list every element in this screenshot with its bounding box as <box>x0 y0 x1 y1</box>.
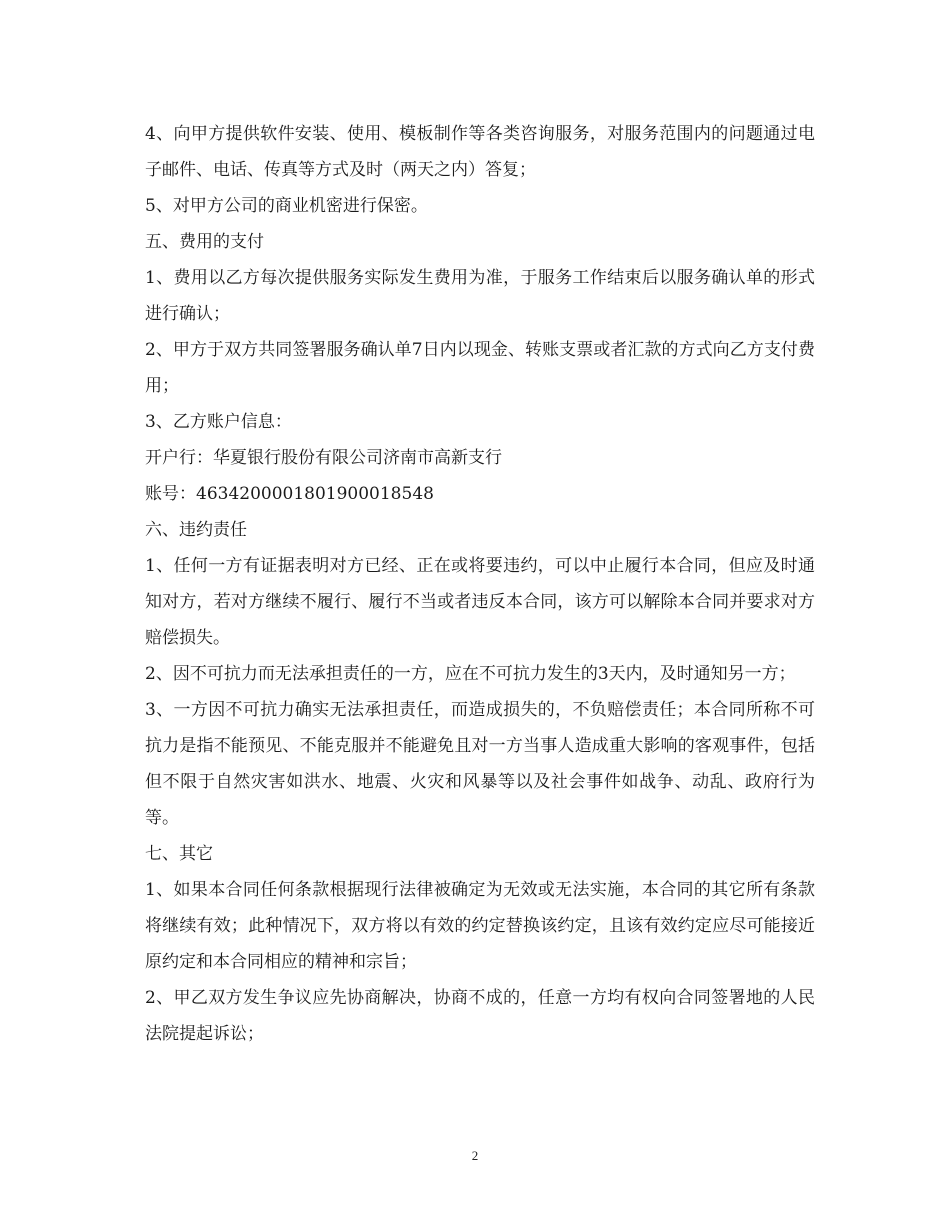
paragraph-payment-3: 3、乙方账户信息： <box>145 412 292 432</box>
paragraph-other-2: 2、甲乙双方发生争议应先协商解决，协商不成的，任意一方均有权向合同签署地的人民法院提起诉讼； <box>145 988 815 1044</box>
paragraph-payment-1: 1、费用以乙方每次提供服务实际发生费用为准，于服务工作结束后以服务确认单的形式进行确认； <box>145 268 815 324</box>
paragraph-payment-2: 2、甲方于双方共同签署服务确认单7日内以现金、转账支票或者汇款的方式向乙方支付费用； <box>145 340 815 396</box>
page-number: 2 <box>471 1148 479 1163</box>
bank-name-line: 开户行：华夏银行股份有限公司济南市高新支行 <box>145 448 502 468</box>
paragraph-liability-2: 2、因不可抗力而无法承担责任的一方，应在不可抗力发生的3天内，及时通知另一方； <box>145 664 796 684</box>
paragraph-clause-5: 5、对甲方公司的商业机密进行保密。 <box>145 196 428 216</box>
paragraph-other-1: 1、如果本合同任何条款根据现行法律被确定为无效或无法实施，本合同的其它所有条款将继续有效；此种情况下，双方将以有效的约定替换该约定，且该有效约定应尽可能接近原约定和本合同相应的精神和宗旨； <box>145 880 815 972</box>
section-heading-other: 七、其它 <box>145 844 213 864</box>
paragraph-liability-1: 1、任何一方有证据表明对方已经、正在或将要违约，可以中止履行本合同，但应及时通知对方，若对方继续不履行、履行不当或者违反本合同，该方可以解除本合同并要求对方赔偿损失。 <box>145 556 815 648</box>
section-heading-payment: 五、费用的支付 <box>145 232 264 252</box>
account-number-line: 账号：46342000018019000185​48 <box>145 484 434 504</box>
paragraph-clause-4: 4、向甲方提供软件安装、使用、模板制作等各类咨询服务，对服务范围内的问题通过电子邮件、电话、传真等方式及时（两天之内）答复； <box>145 124 815 180</box>
document-body <box>145 116 815 1052</box>
section-heading-liability: 六、违约责任 <box>145 520 247 540</box>
paragraph-liability-3: 3、一方因不可抗力确实无法承担责任，而造成损失的，不负赔偿责任；本合同所称不可抗力是指不能预见、不能克服并不能避免且对一方当事人造成重大影响的客观事件，包括但不限于自然灾害如洪水、地震、火灾和风暴等以及社会事件如战争、动乱、政府行为等。 <box>145 700 815 828</box>
